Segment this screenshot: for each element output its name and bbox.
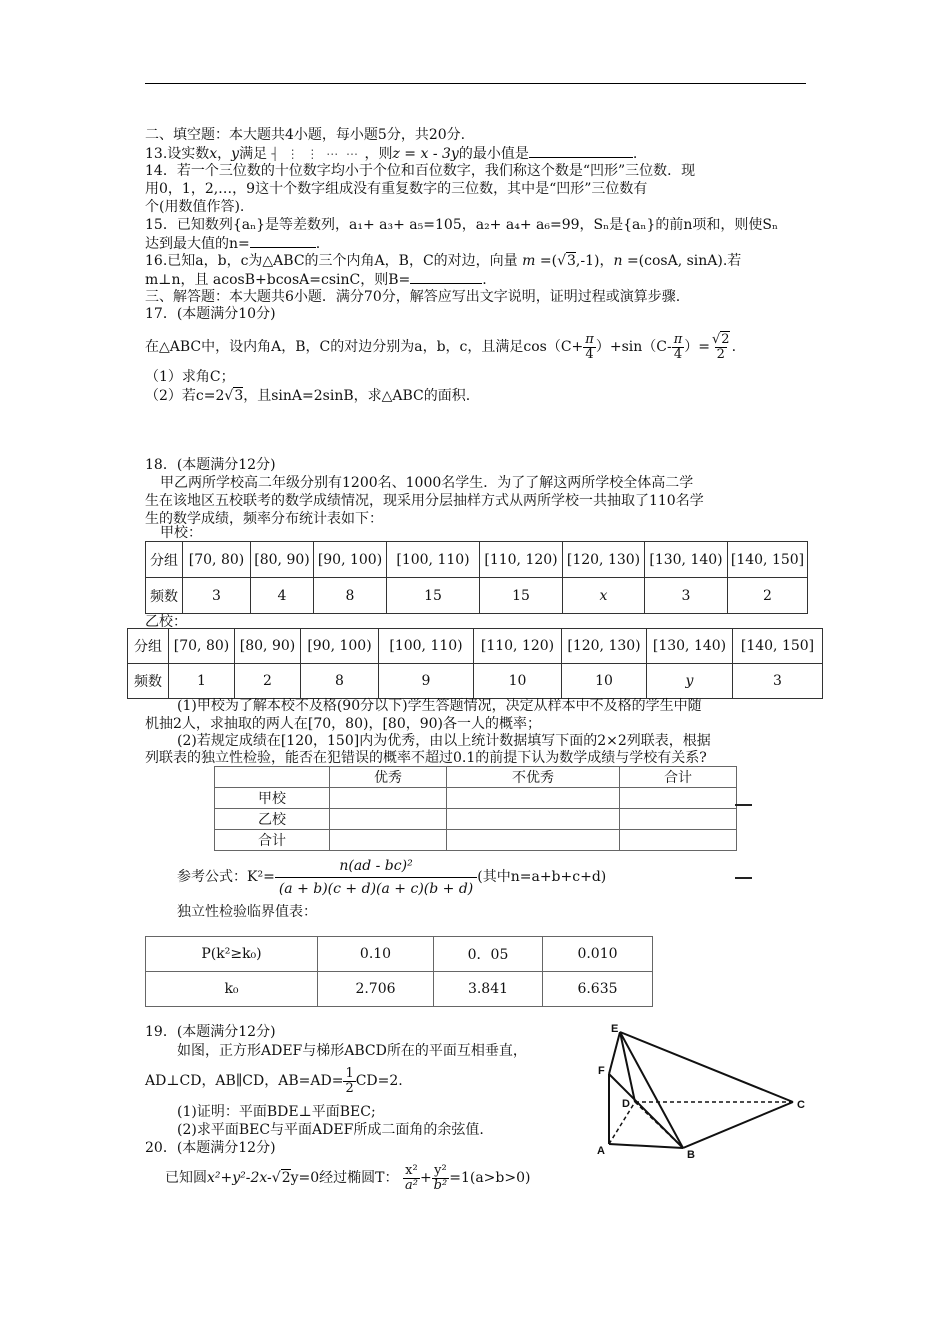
contingency-cell[interactable]	[447, 809, 620, 830]
school-a-group-6: [120, 130)	[563, 542, 645, 578]
label-F: F	[598, 1065, 605, 1077]
school-a-count-4: 15	[387, 578, 480, 614]
school-b-group-2: [80, 90)	[235, 629, 301, 664]
sqrt-symbol-d: √	[271, 1170, 281, 1186]
formula-suffix: (其中n=a+b+c+d)	[477, 869, 607, 885]
q14-line2: 用0，1，2,…，9这十个数字组成没有重复数字的三位数，其中是“凹形”三位数有	[145, 181, 648, 197]
q18-part1-line2: 机抽2人，求抽取的两人在[70，80)，[80，90)各一人的概率；	[145, 716, 542, 732]
school-a-count-2: 4	[251, 578, 314, 614]
school-a-count-6: x	[563, 578, 645, 614]
critical-k-1: 2.706	[318, 972, 434, 1007]
school-b-group-1: [70, 80)	[169, 629, 235, 664]
school-b-count-2: 2	[235, 664, 301, 699]
q16-vector-m: m	[522, 253, 536, 269]
q15-line2	[145, 235, 320, 253]
q18-part2-line2: 列联表的独立性检验，能否在犯错误的概率不超过0.1的前提下认为数学成绩与学校有关系?	[145, 750, 707, 766]
q20-x2: x²	[405, 1162, 418, 1178]
q16-n-rest: =(cosA, sinA).若	[622, 253, 742, 269]
edge-EF	[609, 1032, 620, 1074]
label-D: D	[622, 1098, 630, 1110]
q17-stem-eq: ）=	[684, 339, 710, 355]
q16-vector-n: n	[613, 253, 623, 269]
reference-formula	[177, 852, 606, 902]
school-b-group-7: [130, 140)	[647, 629, 733, 664]
contingency-cell[interactable]	[330, 809, 447, 830]
school-a-label: 甲校：	[160, 525, 202, 541]
school-b-count-6: 10	[562, 664, 647, 699]
q15-line1: 15．已知数列{aₙ}是等差数列，a₁+ a₃+ a₅=105，a₂+ a₄+ a₆=99，Sₙ是{aₙ}的前n项和，则使Sₙ	[145, 217, 779, 233]
school-a-count-3: 8	[314, 578, 387, 614]
q13-sep: ，	[217, 146, 232, 162]
pi-symbol: π	[585, 331, 594, 347]
q19-title: 19．(本题满分12分)	[145, 1024, 276, 1040]
contingency-cell[interactable]	[447, 788, 620, 809]
q18-part2-line1: (2)若规定成绩在[120，150]内为优秀，由以上统计数据填写下面的2×2列联表，根据	[177, 733, 711, 749]
q16-line2	[145, 271, 487, 289]
formula-denominator: (a + b)(c + d)(a + c)(b + d)	[275, 877, 477, 900]
school-b-count-4: 9	[379, 664, 474, 699]
edge-EC	[620, 1032, 793, 1102]
q20-frac-y	[432, 1164, 450, 1193]
critical-k-2: 3.841	[434, 972, 543, 1007]
q15-line2-prefix: 达到最大值的n=	[145, 236, 250, 252]
q13-then: ，则	[364, 146, 393, 162]
q19-part1: (1)证明：平面BDE⊥平面BEC;	[177, 1104, 376, 1120]
critical-p-2: 0．05	[434, 937, 543, 972]
edge-AB	[609, 1144, 683, 1148]
q17-frac-den-a: 4	[585, 346, 594, 362]
contingency-row-b	[215, 809, 737, 830]
contingency-row-total	[215, 830, 737, 851]
q20-prefix: 已知圆	[165, 1170, 207, 1186]
school-b-group-6: [120, 130)	[562, 629, 647, 664]
q15-answer-blank[interactable]	[250, 235, 316, 248]
q19-line1: 如图，正方形ADEF与梯形ABCD所在的平面互相垂直，	[177, 1043, 527, 1059]
q17-frac-den-c: 2	[716, 346, 725, 362]
contingency-cell[interactable]	[620, 809, 737, 830]
contingency-table	[214, 766, 737, 851]
q20-frac-x	[403, 1164, 420, 1193]
critical-k-3: 6.635	[543, 972, 653, 1007]
edge-BC	[683, 1102, 793, 1148]
q18-title: 18．(本题满分12分)	[145, 457, 276, 473]
contingency-header-excellent: 优秀	[330, 767, 447, 788]
q20-sqrt2: 2	[281, 1170, 291, 1186]
q20-title: 20．(本题满分12分)	[145, 1140, 276, 1156]
q17-stem	[145, 329, 736, 365]
sqrt-symbol: √	[557, 253, 566, 269]
q20-circle-eq: x²+y²-2x-	[207, 1170, 272, 1186]
margin-dash-2	[735, 877, 752, 879]
q17-part1: （1）求角C；	[145, 369, 235, 385]
q20-b2: b²	[433, 1177, 448, 1193]
school-a-row1-head: 分组	[146, 542, 183, 578]
q16-line2-prefix: m⊥n，且 acosB+bcosA=csinC，则B=	[145, 272, 411, 288]
q17-part2-suffix: ，且sinA=2sinB，求△ABC的面积.	[243, 388, 471, 404]
q19-line2-prefix: AD⊥CD，AB∥CD，AB=AD=	[145, 1073, 344, 1089]
q14-line3: 个(用数值作答).	[145, 199, 245, 215]
contingency-cell[interactable]	[447, 830, 620, 851]
school-a-group-3: [90, 100)	[314, 542, 387, 578]
q13-mid: 满足	[239, 146, 268, 162]
contingency-header-not-excellent: 不优秀	[447, 767, 620, 788]
q18-part1-line1: (1)甲校为了解本校不及格(90分以下)学生答题情况，决定从样本中不及格的学生中随	[177, 698, 702, 714]
q20-y2: y²	[434, 1162, 447, 1178]
q13-end: .	[632, 146, 638, 162]
q17-stem-prefix: 在△ABC中，设内角A，B，C的对边分别为a，b，c，且满足cos（C+	[145, 339, 584, 355]
school-b-row2-head: 频数	[128, 664, 169, 699]
q16-line1-prefix: 16.已知a，b，c为△ABC的三个内角A，B，C的对边，向量	[145, 253, 518, 269]
edge-EB	[620, 1032, 683, 1148]
q13-answer-blank[interactable]	[529, 145, 633, 158]
q20-plus: +	[419, 1170, 432, 1186]
q13-prefix: 13.设实数	[145, 146, 210, 162]
q17-sqrt2: 2	[721, 331, 730, 347]
q13-var-y: y	[231, 146, 240, 162]
q13-var-x: x	[209, 146, 218, 162]
q19-figure	[595, 1022, 817, 1162]
school-a-count-row	[146, 578, 808, 614]
school-b-group-4: [100, 110)	[379, 629, 474, 664]
q16-m-eq: =(	[535, 253, 558, 269]
contingency-cell[interactable]	[620, 788, 737, 809]
q18-line1: 甲乙两所学校高二年级分别有1200名、1000名学生．为了了解这两所学校全体高二学	[160, 475, 694, 491]
label-C: C	[797, 1099, 805, 1111]
q13-suffix: 的最小值是	[458, 146, 529, 162]
section2-heading: 二、填空题：本大题共4小题，每小题5分，共20分.	[145, 127, 466, 143]
q17-frac-sqrt2-2	[710, 333, 732, 362]
contingency-row-a-label: 甲校	[215, 788, 330, 809]
critical-p-1: 0.10	[318, 937, 434, 972]
sqrt-symbol-b: √	[711, 331, 721, 347]
q19-line2-suffix: CD=2.	[355, 1073, 403, 1089]
q16-line2-suffix: .	[482, 272, 487, 288]
q13-constraint-system: ┤ ⋮ ⋮ ⋯ ⋯	[271, 147, 361, 161]
critical-p-3: 0.010	[543, 937, 653, 972]
contingency-row-a	[215, 788, 737, 809]
label-A: A	[597, 1145, 605, 1157]
q17-stem-mid: ）+sin（C-	[595, 339, 672, 355]
q17-stem-end: .	[731, 339, 737, 355]
contingency-row-total-label: 合计	[215, 830, 330, 851]
q20-ellipse-end: =1(a>b>0)	[449, 1170, 531, 1186]
contingency-header-row	[215, 767, 737, 788]
formula-fraction	[275, 855, 477, 900]
q13	[145, 145, 637, 163]
school-b-count-3: 8	[301, 664, 379, 699]
q20-a2: a²	[404, 1177, 418, 1193]
contingency-cell[interactable]	[330, 830, 447, 851]
q13-expr: z = x - 3y	[392, 146, 459, 162]
critical-k-row	[146, 972, 653, 1007]
q17-frac-den-b: 4	[673, 346, 683, 362]
q16-line1	[145, 253, 741, 270]
critical-k-head: k₀	[146, 972, 318, 1007]
contingency-cell[interactable]	[620, 830, 737, 851]
school-b-count-5: 10	[474, 664, 562, 699]
school-a-group-4: [100, 110)	[387, 542, 480, 578]
q19-half-fraction	[343, 1067, 355, 1096]
school-a-count-5: 15	[480, 578, 563, 614]
q16-sqrt3: 3	[566, 253, 576, 269]
q18-line3: 生的数学成绩，频率分布统计表如下：	[145, 511, 383, 527]
q16-m-rest: ,-1)，	[575, 253, 614, 269]
q17-frac-pi-4-a	[583, 333, 596, 362]
school-b-group-row	[128, 629, 823, 664]
q17-sqrt3: 3	[234, 388, 244, 404]
school-b-label: 乙校：	[145, 614, 187, 630]
school-a-count-1: 3	[183, 578, 251, 614]
contingency-row-b-label: 乙校	[215, 809, 330, 830]
school-b-table	[127, 628, 823, 699]
q17-part2-prefix: （2）若c=2	[145, 388, 225, 404]
school-b-count-1: 1	[169, 664, 235, 699]
q19-part2: (2)求平面BEC与平面ADEF所成二面角的余弦值.	[177, 1122, 484, 1138]
header-rule	[145, 83, 806, 84]
school-b-group-8: [140, 150]	[733, 629, 823, 664]
school-b-count-row	[128, 664, 823, 699]
critical-p-row	[146, 937, 653, 972]
school-b-count-7: y	[647, 664, 733, 699]
school-a-count-7: 3	[645, 578, 728, 614]
contingency-cell[interactable]	[330, 788, 447, 809]
label-E: E	[611, 1023, 619, 1035]
q20-line	[165, 1158, 530, 1198]
formula-prefix: 参考公式：K²=	[177, 869, 275, 885]
critical-table-label: 独立性检验临界值表：	[177, 904, 317, 920]
q16-answer-blank[interactable]	[410, 271, 482, 284]
school-a-group-row	[146, 542, 808, 578]
formula-numerator: n(ad - bc)²	[339, 857, 413, 874]
q17-part2	[145, 388, 470, 405]
school-b-group-5: [110, 120)	[474, 629, 562, 664]
q18-line2: 生在该地区五校联考的数学成绩情况，现采用分层抽样方式从两所学校一共抽取了110名学	[145, 493, 704, 509]
contingency-header-blank	[215, 767, 330, 788]
q15-line2-suffix: .	[315, 236, 321, 252]
school-a-count-8: 2	[728, 578, 808, 614]
school-b-group-3: [90, 100)	[301, 629, 379, 664]
school-a-group-5: [110, 120)	[480, 542, 563, 578]
q19-half-den: 2	[345, 1080, 354, 1096]
sqrt-symbol-c: √	[224, 388, 234, 404]
q19-half-num: 1	[345, 1065, 354, 1081]
school-a-group-2: [80, 90)	[251, 542, 314, 578]
q17-frac-pi-4-b	[672, 333, 685, 362]
school-a-row2-head: 频数	[146, 578, 183, 614]
label-B: B	[687, 1149, 695, 1161]
school-a-table	[145, 541, 808, 614]
q20-circle-end: y=0经过椭圆T：	[290, 1170, 399, 1186]
contingency-header-total: 合计	[620, 767, 737, 788]
q14-line1: 14．若一个三位数的十位数字均小于个位和百位数字，我们称这个数是“凹形”三位数．现	[145, 163, 696, 179]
school-b-row1-head: 分组	[128, 629, 169, 664]
section3-heading: 三、解答题：本大题共6小题．满分70分，解答应写出文字说明，证明过程或演算步骤.	[145, 289, 681, 305]
q17-title: 17．(本题满分10分)	[145, 306, 276, 322]
school-a-group-7: [130, 140)	[645, 542, 728, 578]
school-a-group-1: [70, 80)	[183, 542, 251, 578]
school-b-count-8: 3	[733, 664, 823, 699]
margin-dash	[735, 804, 752, 806]
q19-line2	[145, 1064, 403, 1098]
critical-p-head: P(k²≥k₀)	[146, 937, 318, 972]
critical-value-table	[145, 936, 653, 1007]
school-a-group-8: [140, 150]	[728, 542, 808, 578]
pi-symbol-b: π	[673, 331, 683, 347]
